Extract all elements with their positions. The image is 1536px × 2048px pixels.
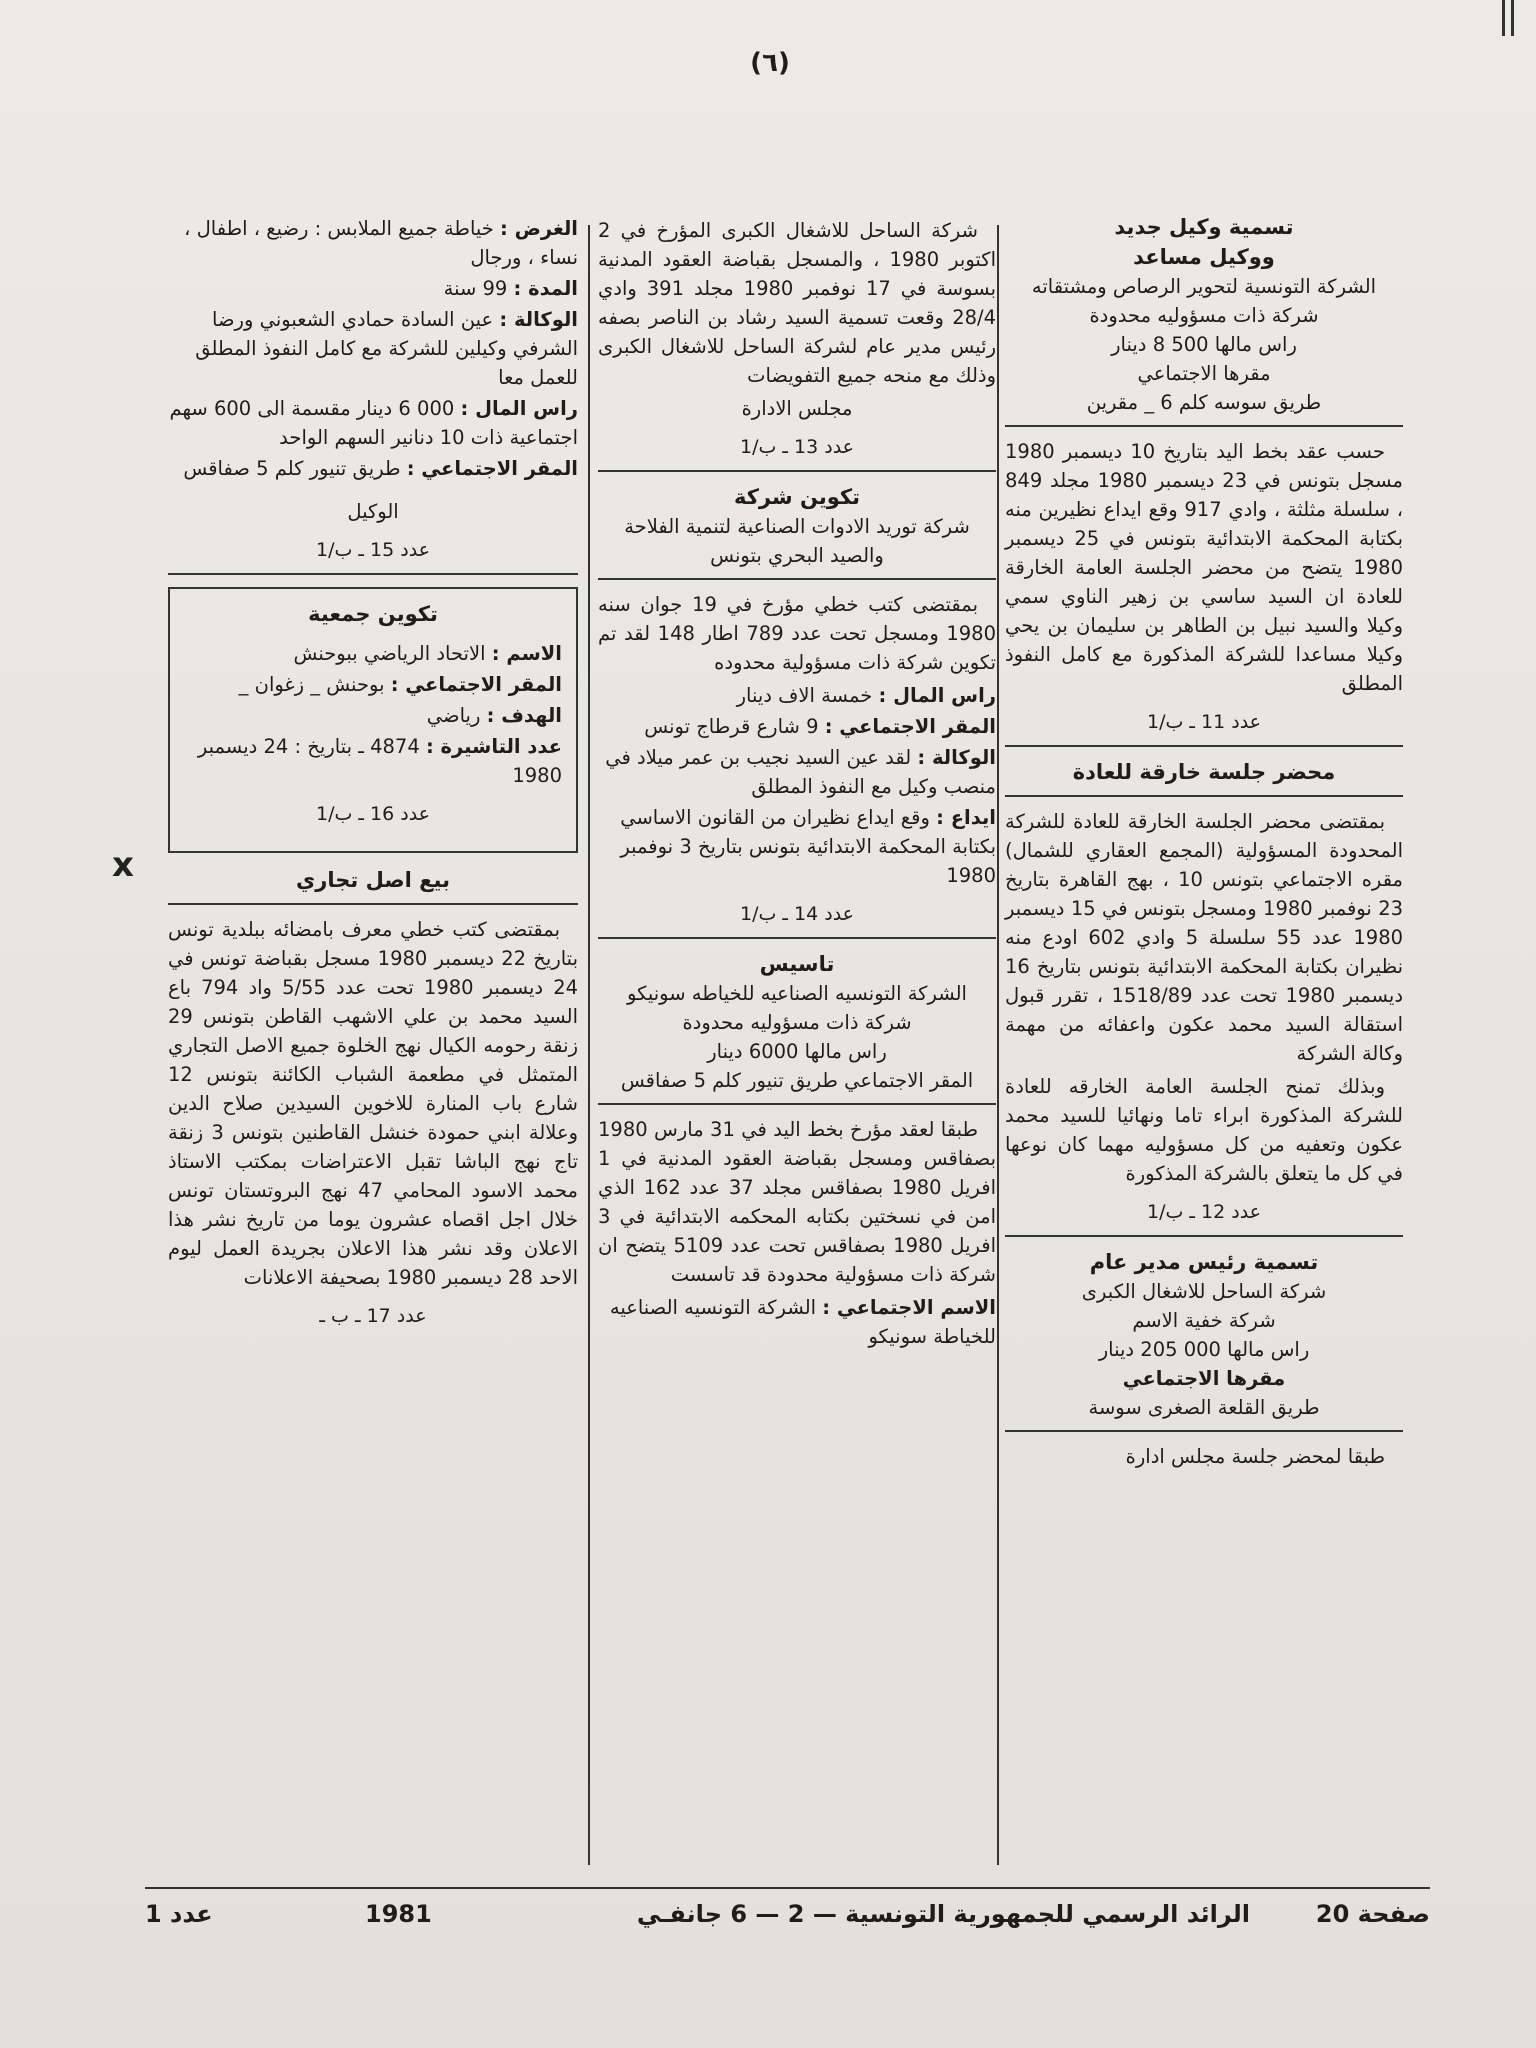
visa-line bbox=[184, 732, 562, 790]
field-value: الشركة التونسيه الصناعيه للخياطة سونيكو bbox=[609, 1296, 996, 1348]
section-rule bbox=[598, 1103, 996, 1105]
field-value: الاتحاد الرياضي ببوحنش bbox=[293, 642, 486, 665]
name-line bbox=[598, 1293, 996, 1351]
notice-number: عدد 15 ـ ب/1 bbox=[315, 539, 431, 561]
notice-body: بمقتضى كتب خطي مؤرخ في 19 جوان سنه 1980 ومسجل تحت عدد 789 اطار 148 لقد تم تكوين شركة ذات مسؤولية محدوده bbox=[598, 593, 996, 674]
field-label: عدد التاشيرة : bbox=[425, 735, 562, 758]
field-label: الوكالة : bbox=[499, 308, 578, 331]
notice-number: عدد 13 ـ ب/1 bbox=[739, 436, 855, 458]
field-value: خمسة الاف دينار bbox=[736, 684, 873, 707]
column-divider bbox=[588, 225, 590, 1865]
notice-number: عدد 14 ـ ب/1 bbox=[739, 903, 855, 925]
notice-extraordinary-meeting bbox=[1005, 757, 1403, 1237]
section-rule bbox=[1005, 1430, 1403, 1432]
footer-rule bbox=[145, 1887, 1430, 1889]
hq-label: مقرها الاجتماعي bbox=[1137, 362, 1271, 385]
field-label: الاسم الاجتماعي : bbox=[822, 1296, 996, 1319]
footer-publication: الرائد الرسمي للجمهورية التونسية — 2 — 6 جانفـي bbox=[636, 1900, 1250, 1928]
field-value: خياطة جميع الملابس : رضيع ، اطفال ، نساء ، ورجال bbox=[184, 217, 578, 269]
company-name: شركة الساحل للاشغال الكبرى bbox=[1081, 1280, 1327, 1303]
deposit-line bbox=[598, 803, 996, 890]
agency-line bbox=[168, 305, 578, 392]
field-label: المدة : bbox=[513, 277, 578, 300]
signature: الوكيل bbox=[347, 500, 399, 523]
company-name: الشركة التونسية لتحوير الرصاص ومشتقاته bbox=[1031, 275, 1377, 298]
field-value: 4874 ـ بتاريخ : 24 ديسمبر 1980 bbox=[197, 735, 562, 787]
hq-address: طريق القلعة الصغرى سوسة bbox=[1088, 1396, 1320, 1419]
notice-number: عدد 17 ـ ب ـ bbox=[319, 1305, 427, 1327]
capital-line bbox=[598, 681, 996, 710]
section-rule bbox=[1005, 425, 1403, 427]
notice-establishment-continued bbox=[168, 214, 578, 575]
column-divider bbox=[997, 225, 999, 1865]
field-label: ايداع : bbox=[936, 806, 996, 829]
notice-number: عدد 12 ـ ب/1 bbox=[1146, 1201, 1262, 1223]
agency-line bbox=[598, 743, 996, 801]
section-rule bbox=[1005, 745, 1403, 747]
hq-line bbox=[598, 712, 996, 741]
notice-title: تاسيس bbox=[759, 952, 835, 976]
section-rule bbox=[598, 578, 996, 580]
signature: مجلس الادارة bbox=[741, 397, 853, 420]
notice-body: حسب عقد بخط اليد بتاريخ 10 ديسمبر 1980 مسجل بتونس في 23 ديسمبر 1980 مجلد 849 ، سلسلة مثلثة ، وادي 917 وقع ايداع نظيرين منه بكتابة المحكمة الابتدائية بتونس في 25 ديسمبر 1980 يتضح من محضر الجلسة العامة الخارقة للعادة ان السيد ساسي بن زهير الناوي سمي وكيلا والسيد نبيل بن الطاهر بن سليمان بن يحي وكيلا مساعدا للشركة المذكورة مع كامل النفوذ المطلق bbox=[1005, 440, 1404, 695]
notice-title: تسمية وكيل جديد bbox=[1114, 215, 1294, 239]
company-capital: راس مالها 000 205 دينار bbox=[1098, 1338, 1310, 1361]
goal-line bbox=[184, 701, 562, 730]
company-name: الشركة التونسيه الصناعيه للخياطه سونيكو bbox=[627, 982, 967, 1005]
notice-company-formation bbox=[598, 482, 996, 939]
field-label: المقر الاجتماعي : bbox=[390, 673, 562, 696]
notice-ceo-appointment bbox=[1005, 1247, 1403, 1471]
notice-ceo-appointment-continued bbox=[598, 216, 996, 472]
field-label: راس المال : bbox=[460, 397, 578, 420]
notice-title: تسمية رئيس مدير عام bbox=[1089, 1250, 1319, 1274]
notice-body: بمقتضى كتب خطي معرف بامضائه ببلدية تونس بتاريخ 22 ديسمبر 1980 مسجل بقباضة تونس في 24 ديسمبر 1980 تحت عدد 5/55 واد 794 باع السيد محمد بن علي الاشهب القاطن بتونس 29 زنقة رحومه الكيال نهج الخلوة جميع الاصل التجاري المتمثل في مطعمة الشباب الكائنة بتونس 12 شارع باب المنارة للاخوين السيدين صلاح الدين وعلالة ابني حمودة خنشل القاطنين بتونس 3 زنقة تاج نهج الباشا تقبل الاعتراضات بمكتب الاستاذ محمد الاسود المحامي 47 نهج البروتستان تونس خلال اجل اقصاه عشرون يوما من تاريخ نشر هذا الاعلان وقد نشر هذا الاعلان بجريدة العمل ليوم الاحد 28 ديسمبر 1980 بصحيفة الاعلانات bbox=[168, 918, 579, 1289]
section-rule bbox=[1005, 795, 1403, 797]
hq-line bbox=[168, 454, 578, 483]
notice-business-sale bbox=[168, 865, 578, 1331]
company-capital: راس مالها 6000 دينار bbox=[707, 1040, 887, 1063]
notice-title: محضر جلسة خارقة للعادة bbox=[1072, 760, 1336, 784]
company-type: شركة خفية الاسم bbox=[1132, 1309, 1276, 1332]
field-value: طريق تنيور كلم 5 صفاقس bbox=[183, 457, 401, 480]
field-label: المقر الاجتماعي : bbox=[824, 715, 996, 738]
section-rule bbox=[168, 573, 578, 575]
notice-title: بيع اصل تجاري bbox=[296, 868, 450, 892]
field-label: الغرض : bbox=[500, 217, 578, 240]
company-type: شركة ذات مسؤوليه محدودة bbox=[682, 1011, 912, 1034]
footer-year: 1981 bbox=[365, 1900, 432, 1928]
left-column bbox=[168, 212, 578, 1339]
hq-line bbox=[184, 670, 562, 699]
field-label: الاسم : bbox=[491, 642, 562, 665]
footer-page: صفحة 20 bbox=[1315, 1900, 1430, 1928]
notice-body: بمقتضى محضر الجلسة الخارقة للعادة للشركة المحدودة المسؤولية (المجمع العقاري للشمال) مقره الاجتماعي بتونس 10 ، بهج القاهرة بتاريخ 23 نوفمبر 1980 ومسجل بتونس في 15 ديسمبر 1980 عدد 55 سلسلة 5 وادي 602 اودع منه نظيران بكتابة المحكمة الابتدائية بتونس بتاريخ 16 ديسمبر 1980 تحت عدد 1518/89 ، تقرر قبول استقالة السيد محمد عكون واعفائه من مهمة وكالة الشركة bbox=[1005, 810, 1404, 1065]
purpose-line bbox=[168, 214, 578, 272]
notice-body: طبقا لمحضر جلسة مجلس ادارة bbox=[1125, 1445, 1385, 1468]
page-footer bbox=[145, 1900, 1430, 1940]
section-rule bbox=[598, 937, 996, 939]
hq-address: طريق سوسه كلم 6 _ مقرين bbox=[1086, 391, 1322, 414]
notice-body: شركة الساحل للاشغال الكبرى المؤرخ في 2 اكتوبر 1980 ، والمسجل بقباضة العقود المدنية بسوسة في 17 نوفمبر 1980 مجلد 391 وادي 28/4 وقعت تسمية السيد رشاد بن الناصر بصفه رئيس مدير عام لشركة الساحل للاشغال الكبرى وذلك مع منحه جميع التفويضات bbox=[598, 219, 997, 387]
capital-line bbox=[168, 394, 578, 452]
section-rule bbox=[598, 470, 996, 472]
hq-label: مقرها الاجتماعي bbox=[1122, 1367, 1286, 1390]
notice-title: تكوين شركة bbox=[733, 485, 861, 509]
field-value: لقد عين السيد نجيب بن عمر ميلاد في منصب وكيل مع النفوذ المطلق bbox=[605, 746, 996, 798]
field-value: عين السادة حمادي الشعبوني ورضا الشرفي وكيلين للشركة مع كامل النفوذ المطلق للعمل معا bbox=[195, 308, 578, 389]
notice-association-formation bbox=[168, 587, 578, 853]
notice-establishment bbox=[598, 949, 996, 1351]
field-label: راس المال : bbox=[878, 684, 996, 707]
handwritten-margin-mark: x bbox=[112, 845, 134, 885]
right-column bbox=[1005, 212, 1403, 1477]
field-value: بوحنش _ زغوان _ bbox=[238, 673, 385, 696]
page-number: (٦) bbox=[750, 48, 790, 78]
field-value: 99 سنة bbox=[443, 277, 508, 300]
field-value: 000 6 دينار مقسمة الى 600 سهم اجتماعية ذات 10 دنانير السهم الواحد bbox=[169, 397, 578, 449]
notice-subtitle: ووكيل مساعد bbox=[1133, 245, 1275, 269]
field-value: رياضي bbox=[426, 704, 481, 727]
notice-body: طبقا لعقد مؤرخ بخط اليد في 31 مارس 1980 بصفاقس ومسجل بقباضة العقود المدنية في 1 افريل 1980 بصفاقس مجلد 37 عدد 162 الذي امن في نسختين بكتابه المحكمه الابتدائية في 3 افريل 1980 بصفاقس تحت عدد 5109 يتضح ان شركة ذات مسؤولية محدودة قد تاسست bbox=[598, 1118, 996, 1286]
duration-line bbox=[168, 274, 578, 303]
field-value: وقع ايداع نظيران من القانون الاساسي بكتابة المحكمة الابتدائية بتونس بتاريخ 3 نوفمبر 1980 bbox=[620, 806, 996, 887]
hq-address: المقر الاجتماعي طريق تنيور كلم 5 صفاقس bbox=[620, 1069, 974, 1092]
scan-edge-mark bbox=[1502, 0, 1514, 36]
notice-body-continued: وبذلك تمنح الجلسة العامة الخارقه للعادة للشركة المذكورة ابراء تاما ونهائيا للسيد محمد عكون وتعفيه من كل مسؤوليه مهما كان نوعها في كل ما يتعلق بالشركة المذكورة bbox=[1005, 1075, 1403, 1185]
field-label: المقر الاجتماعي : bbox=[406, 457, 578, 480]
section-rule bbox=[168, 903, 578, 905]
footer-issue: عدد 1 bbox=[145, 1900, 213, 1928]
section-rule bbox=[1005, 1235, 1403, 1237]
notice-number: عدد 16 ـ ب/1 bbox=[315, 803, 431, 825]
company-name: شركة توريد الادوات الصناعية لتنمية الفلاحة والصيد البحري بتونس bbox=[624, 515, 970, 567]
notice-agent-appointment bbox=[1005, 212, 1403, 747]
notice-title: تكوين جمعية bbox=[308, 602, 438, 626]
notice-number: عدد 11 ـ ب/1 bbox=[1146, 711, 1262, 733]
middle-column bbox=[598, 212, 996, 1357]
company-capital: راس مالها 500 8 دينار bbox=[1111, 333, 1297, 356]
field-value: 9 شارع قرطاج تونس bbox=[644, 715, 819, 738]
field-label: الوكالة : bbox=[917, 746, 996, 769]
field-label: الهدف : bbox=[486, 704, 562, 727]
company-type: شركة ذات مسؤوليه محدودة bbox=[1089, 304, 1319, 327]
name-line bbox=[184, 639, 562, 668]
